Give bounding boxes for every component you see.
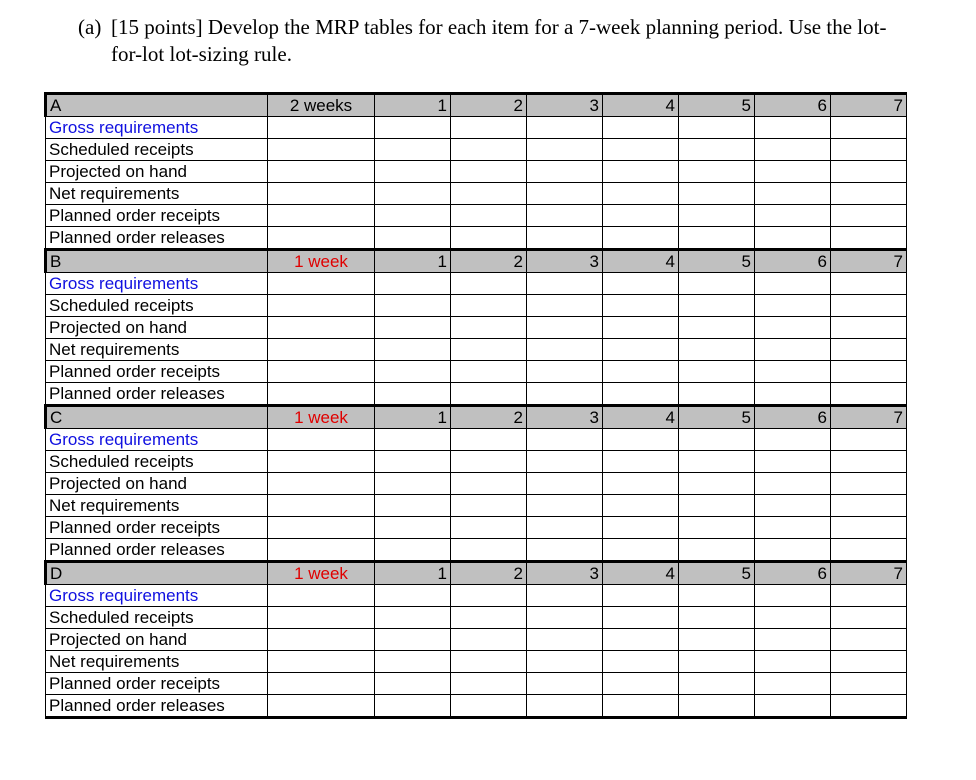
- week-value-cell[interactable]: [375, 161, 451, 183]
- mrp-row: [46, 429, 907, 451]
- week-number: 1: [375, 406, 451, 429]
- lead-time-blank-cell[interactable]: [268, 651, 375, 673]
- week-value-cell[interactable]: [375, 495, 451, 517]
- item-header-row: [46, 406, 907, 429]
- item-header-row: [46, 562, 907, 585]
- row-label: Planned order releases: [46, 695, 268, 718]
- row-label: Planned order receipts: [46, 205, 268, 227]
- week-value-cell[interactable]: [375, 651, 451, 673]
- week-value-cell[interactable]: [527, 495, 603, 517]
- week-number: 6: [755, 250, 831, 273]
- week-value-cell[interactable]: [451, 227, 527, 250]
- mrp-row: [46, 317, 907, 339]
- lead-time-blank-cell[interactable]: [268, 673, 375, 695]
- question-label: (a): [78, 15, 102, 39]
- week-value-cell[interactable]: [375, 629, 451, 651]
- row-label: Planned order receipts: [46, 673, 268, 695]
- week-value-cell[interactable]: [527, 361, 603, 383]
- week-value-cell[interactable]: [451, 383, 527, 406]
- week-value-cell[interactable]: [831, 429, 907, 451]
- lead-time-blank-cell[interactable]: [268, 227, 375, 250]
- lead-time-blank-cell[interactable]: [268, 183, 375, 205]
- row-label: Planned order releases: [46, 227, 268, 250]
- week-value-cell[interactable]: [375, 607, 451, 629]
- week-value-cell[interactable]: [603, 361, 679, 383]
- week-value-cell[interactable]: [451, 339, 527, 361]
- week-value-cell[interactable]: [603, 227, 679, 250]
- week-value-cell[interactable]: [451, 651, 527, 673]
- week-value-cell[interactable]: [527, 695, 603, 718]
- week-value-cell[interactable]: [679, 495, 755, 517]
- mrp-row: [46, 451, 907, 473]
- week-value-cell[interactable]: [527, 651, 603, 673]
- row-label: Planned order releases: [46, 539, 268, 562]
- week-value-cell[interactable]: [527, 339, 603, 361]
- week-value-cell[interactable]: [451, 295, 527, 317]
- mrp-row: [46, 495, 907, 517]
- week-value-cell[interactable]: [375, 295, 451, 317]
- week-value-cell[interactable]: [603, 673, 679, 695]
- week-value-cell[interactable]: [451, 117, 527, 139]
- mrp-row: [46, 227, 907, 250]
- week-value-cell[interactable]: [527, 473, 603, 495]
- week-value-cell[interactable]: [831, 607, 907, 629]
- week-value-cell[interactable]: [603, 585, 679, 607]
- mrp-row: [46, 339, 907, 361]
- week-value-cell[interactable]: [679, 451, 755, 473]
- mrp-row: [46, 629, 907, 651]
- week-value-cell[interactable]: [831, 629, 907, 651]
- lead-time-blank-cell[interactable]: [268, 495, 375, 517]
- week-value-cell[interactable]: [831, 539, 907, 562]
- lead-time-blank-cell[interactable]: [268, 205, 375, 227]
- item-name: D: [46, 562, 268, 585]
- question-text: [78, 14, 938, 68]
- lead-time-blank-cell[interactable]: [268, 317, 375, 339]
- week-number: 7: [831, 562, 907, 585]
- week-number: 5: [679, 562, 755, 585]
- question-line-1-text: [15 points] Develop the MRP tables for each item for a 7-week planning period. Use the lot-: [111, 15, 887, 39]
- week-number: 5: [679, 250, 755, 273]
- lead-time-blank-cell[interactable]: [268, 629, 375, 651]
- row-label: Net requirements: [46, 183, 268, 205]
- row-label: Planned order receipts: [46, 361, 268, 383]
- lead-time-blank-cell[interactable]: [268, 451, 375, 473]
- week-value-cell[interactable]: [603, 383, 679, 406]
- week-number: 3: [527, 250, 603, 273]
- week-value-cell[interactable]: [755, 451, 831, 473]
- row-label: Net requirements: [46, 339, 268, 361]
- week-value-cell[interactable]: [679, 539, 755, 562]
- week-value-cell[interactable]: [831, 361, 907, 383]
- week-value-cell[interactable]: [679, 317, 755, 339]
- week-value-cell[interactable]: [527, 317, 603, 339]
- week-value-cell[interactable]: [375, 183, 451, 205]
- week-value-cell[interactable]: [527, 139, 603, 161]
- week-value-cell[interactable]: [603, 629, 679, 651]
- item-header-row: [46, 94, 907, 117]
- week-value-cell[interactable]: [679, 273, 755, 295]
- week-value-cell[interactable]: [603, 429, 679, 451]
- week-value-cell[interactable]: [831, 205, 907, 227]
- lead-time: 2 weeks: [268, 94, 375, 117]
- week-value-cell[interactable]: [755, 139, 831, 161]
- mrp-row: [46, 183, 907, 205]
- lead-time: 1 week: [268, 406, 375, 429]
- week-value-cell[interactable]: [375, 205, 451, 227]
- week-value-cell[interactable]: [451, 629, 527, 651]
- week-number: 3: [527, 562, 603, 585]
- week-number: 7: [831, 250, 907, 273]
- mrp-row: [46, 585, 907, 607]
- week-value-cell[interactable]: [603, 473, 679, 495]
- week-number: 6: [755, 562, 831, 585]
- week-value-cell[interactable]: [603, 517, 679, 539]
- week-value-cell[interactable]: [603, 495, 679, 517]
- week-value-cell[interactable]: [527, 183, 603, 205]
- week-value-cell[interactable]: [679, 629, 755, 651]
- week-value-cell[interactable]: [527, 205, 603, 227]
- week-value-cell[interactable]: [451, 161, 527, 183]
- week-number: 5: [679, 94, 755, 117]
- week-value-cell[interactable]: [451, 205, 527, 227]
- row-label: Net requirements: [46, 495, 268, 517]
- week-value-cell[interactable]: [603, 339, 679, 361]
- week-value-cell[interactable]: [375, 383, 451, 406]
- week-value-cell[interactable]: [527, 273, 603, 295]
- week-value-cell[interactable]: [527, 295, 603, 317]
- week-value-cell[interactable]: [831, 473, 907, 495]
- mrp-row: [46, 205, 907, 227]
- question-line-1: [78, 14, 938, 41]
- week-number: 4: [603, 406, 679, 429]
- week-value-cell[interactable]: [375, 473, 451, 495]
- week-value-cell[interactable]: [375, 227, 451, 250]
- item-header-row: [46, 250, 907, 273]
- week-value-cell[interactable]: [755, 429, 831, 451]
- week-value-cell[interactable]: [679, 383, 755, 406]
- week-value-cell[interactable]: [679, 695, 755, 718]
- week-value-cell[interactable]: [527, 607, 603, 629]
- week-value-cell[interactable]: [375, 339, 451, 361]
- week-value-cell[interactable]: [831, 317, 907, 339]
- row-label: Planned order releases: [46, 383, 268, 406]
- week-number: 2: [451, 250, 527, 273]
- week-value-cell[interactable]: [831, 183, 907, 205]
- lead-time: 1 week: [268, 562, 375, 585]
- week-value-cell[interactable]: [831, 651, 907, 673]
- week-value-cell[interactable]: [755, 539, 831, 562]
- row-label: Gross requirements: [46, 273, 268, 295]
- week-value-cell[interactable]: [831, 451, 907, 473]
- week-value-cell[interactable]: [451, 451, 527, 473]
- lead-time-blank-cell[interactable]: [268, 339, 375, 361]
- mrp-row: [46, 651, 907, 673]
- week-value-cell[interactable]: [375, 139, 451, 161]
- week-value-cell[interactable]: [603, 607, 679, 629]
- week-value-cell[interactable]: [755, 495, 831, 517]
- lead-time-blank-cell[interactable]: [268, 517, 375, 539]
- row-label: Scheduled receipts: [46, 607, 268, 629]
- mrp-row: [46, 383, 907, 406]
- week-value-cell[interactable]: [755, 473, 831, 495]
- week-value-cell[interactable]: [755, 317, 831, 339]
- week-value-cell[interactable]: [755, 205, 831, 227]
- week-value-cell[interactable]: [831, 495, 907, 517]
- week-number: 1: [375, 562, 451, 585]
- mrp-block-a: [46, 94, 907, 250]
- week-value-cell[interactable]: [679, 607, 755, 629]
- week-value-cell[interactable]: [451, 183, 527, 205]
- week-value-cell[interactable]: [603, 205, 679, 227]
- lead-time: 1 week: [268, 250, 375, 273]
- week-value-cell[interactable]: [451, 695, 527, 718]
- lead-time-blank-cell[interactable]: [268, 161, 375, 183]
- week-value-cell[interactable]: [603, 451, 679, 473]
- week-value-cell[interactable]: [603, 161, 679, 183]
- lead-time-blank-cell[interactable]: [268, 473, 375, 495]
- row-label: Projected on hand: [46, 629, 268, 651]
- week-number: 3: [527, 94, 603, 117]
- week-value-cell[interactable]: [527, 161, 603, 183]
- week-value-cell[interactable]: [679, 429, 755, 451]
- week-value-cell[interactable]: [831, 161, 907, 183]
- week-number: 3: [527, 406, 603, 429]
- week-value-cell[interactable]: [755, 629, 831, 651]
- week-number: 4: [603, 94, 679, 117]
- week-value-cell[interactable]: [755, 273, 831, 295]
- week-value-cell[interactable]: [375, 585, 451, 607]
- mrp-row: [46, 473, 907, 495]
- week-value-cell[interactable]: [603, 295, 679, 317]
- week-value-cell[interactable]: [451, 673, 527, 695]
- week-number: 4: [603, 250, 679, 273]
- lead-time-blank-cell[interactable]: [268, 273, 375, 295]
- row-label: Gross requirements: [46, 117, 268, 139]
- item-name: C: [46, 406, 268, 429]
- lead-time-blank-cell[interactable]: [268, 539, 375, 562]
- mrp-row: [46, 295, 907, 317]
- week-number: 4: [603, 562, 679, 585]
- week-value-cell[interactable]: [755, 117, 831, 139]
- week-value-cell[interactable]: [755, 585, 831, 607]
- week-value-cell[interactable]: [831, 139, 907, 161]
- week-value-cell[interactable]: [451, 317, 527, 339]
- week-value-cell[interactable]: [451, 495, 527, 517]
- week-value-cell[interactable]: [679, 651, 755, 673]
- row-label: Projected on hand: [46, 317, 268, 339]
- mrp-row: [46, 139, 907, 161]
- week-value-cell[interactable]: [831, 585, 907, 607]
- week-value-cell[interactable]: [755, 361, 831, 383]
- week-value-cell[interactable]: [527, 429, 603, 451]
- mrp-row: [46, 117, 907, 139]
- week-value-cell[interactable]: [831, 273, 907, 295]
- week-value-cell[interactable]: [527, 585, 603, 607]
- mrp-block-b: [46, 250, 907, 406]
- mrp-row: [46, 539, 907, 562]
- week-value-cell[interactable]: [831, 695, 907, 718]
- week-value-cell[interactable]: [679, 139, 755, 161]
- mrp-row: [46, 517, 907, 539]
- week-value-cell[interactable]: [527, 383, 603, 406]
- week-value-cell[interactable]: [375, 451, 451, 473]
- week-value-cell[interactable]: [603, 695, 679, 718]
- week-value-cell[interactable]: [603, 651, 679, 673]
- item-name: A: [46, 94, 268, 117]
- week-value-cell[interactable]: [375, 673, 451, 695]
- week-number: 7: [831, 406, 907, 429]
- week-value-cell[interactable]: [679, 673, 755, 695]
- week-value-cell[interactable]: [679, 339, 755, 361]
- week-value-cell[interactable]: [375, 517, 451, 539]
- week-value-cell[interactable]: [831, 295, 907, 317]
- week-value-cell[interactable]: [375, 695, 451, 718]
- week-value-cell[interactable]: [375, 429, 451, 451]
- mrp-table: [44, 92, 907, 719]
- week-value-cell[interactable]: [679, 473, 755, 495]
- week-value-cell[interactable]: [603, 139, 679, 161]
- mrp-row: [46, 273, 907, 295]
- week-value-cell[interactable]: [679, 183, 755, 205]
- week-value-cell[interactable]: [603, 273, 679, 295]
- week-value-cell[interactable]: [755, 673, 831, 695]
- week-value-cell[interactable]: [831, 339, 907, 361]
- lead-time-blank-cell[interactable]: [268, 383, 375, 406]
- mrp-row: [46, 161, 907, 183]
- week-number: 1: [375, 250, 451, 273]
- week-value-cell[interactable]: [755, 651, 831, 673]
- week-value-cell[interactable]: [679, 227, 755, 250]
- week-value-cell[interactable]: [375, 361, 451, 383]
- row-label: Scheduled receipts: [46, 295, 268, 317]
- row-label: Projected on hand: [46, 161, 268, 183]
- week-value-cell[interactable]: [755, 339, 831, 361]
- week-value-cell[interactable]: [451, 473, 527, 495]
- mrp-row: [46, 673, 907, 695]
- question-line-2: for-lot lot-sizing rule.: [111, 42, 292, 66]
- lead-time-blank-cell[interactable]: [268, 695, 375, 718]
- week-value-cell[interactable]: [755, 161, 831, 183]
- week-value-cell[interactable]: [451, 517, 527, 539]
- lead-time-blank-cell[interactable]: [268, 429, 375, 451]
- row-label: Scheduled receipts: [46, 451, 268, 473]
- lead-time-blank-cell[interactable]: [268, 607, 375, 629]
- week-number: 7: [831, 94, 907, 117]
- mrp-block-c: [46, 406, 907, 562]
- week-value-cell[interactable]: [451, 539, 527, 562]
- week-value-cell[interactable]: [603, 183, 679, 205]
- week-value-cell[interactable]: [375, 273, 451, 295]
- mrp-block-d: [46, 562, 907, 718]
- week-value-cell[interactable]: [527, 539, 603, 562]
- week-value-cell[interactable]: [831, 673, 907, 695]
- week-value-cell[interactable]: [755, 227, 831, 250]
- week-number: 5: [679, 406, 755, 429]
- week-value-cell[interactable]: [527, 629, 603, 651]
- row-label: Gross requirements: [46, 585, 268, 607]
- week-value-cell[interactable]: [755, 517, 831, 539]
- week-value-cell[interactable]: [603, 317, 679, 339]
- week-value-cell[interactable]: [527, 673, 603, 695]
- week-value-cell[interactable]: [755, 607, 831, 629]
- week-value-cell[interactable]: [679, 517, 755, 539]
- week-value-cell[interactable]: [679, 361, 755, 383]
- lead-time-blank-cell[interactable]: [268, 117, 375, 139]
- week-value-cell[interactable]: [527, 451, 603, 473]
- week-value-cell[interactable]: [451, 429, 527, 451]
- lead-time-blank-cell[interactable]: [268, 361, 375, 383]
- week-value-cell[interactable]: [831, 517, 907, 539]
- week-value-cell[interactable]: [679, 117, 755, 139]
- week-number: 6: [755, 406, 831, 429]
- week-value-cell[interactable]: [755, 183, 831, 205]
- item-name: B: [46, 250, 268, 273]
- week-value-cell[interactable]: [375, 317, 451, 339]
- row-label: Scheduled receipts: [46, 139, 268, 161]
- row-label: Planned order receipts: [46, 517, 268, 539]
- week-value-cell[interactable]: [679, 295, 755, 317]
- row-label: Net requirements: [46, 651, 268, 673]
- mrp-row: [46, 695, 907, 718]
- week-number: 2: [451, 562, 527, 585]
- week-value-cell[interactable]: [755, 383, 831, 406]
- week-value-cell[interactable]: [527, 227, 603, 250]
- week-value-cell[interactable]: [451, 361, 527, 383]
- week-value-cell[interactable]: [527, 517, 603, 539]
- week-value-cell[interactable]: [527, 117, 603, 139]
- week-value-cell[interactable]: [375, 539, 451, 562]
- week-value-cell[interactable]: [679, 205, 755, 227]
- lead-time-blank-cell[interactable]: [268, 295, 375, 317]
- week-value-cell[interactable]: [451, 607, 527, 629]
- week-value-cell[interactable]: [831, 117, 907, 139]
- week-value-cell[interactable]: [451, 273, 527, 295]
- week-value-cell[interactable]: [831, 227, 907, 250]
- week-value-cell[interactable]: [603, 539, 679, 562]
- lead-time-blank-cell[interactable]: [268, 585, 375, 607]
- week-value-cell[interactable]: [451, 139, 527, 161]
- mrp-row: [46, 361, 907, 383]
- week-value-cell[interactable]: [755, 695, 831, 718]
- week-number: 2: [451, 406, 527, 429]
- week-value-cell[interactable]: [603, 117, 679, 139]
- week-value-cell[interactable]: [451, 585, 527, 607]
- week-value-cell[interactable]: [679, 585, 755, 607]
- row-label: Gross requirements: [46, 429, 268, 451]
- week-value-cell[interactable]: [679, 161, 755, 183]
- row-label: Projected on hand: [46, 473, 268, 495]
- week-number: 6: [755, 94, 831, 117]
- week-value-cell[interactable]: [831, 383, 907, 406]
- mrp-row: [46, 607, 907, 629]
- week-number: 1: [375, 94, 451, 117]
- lead-time-blank-cell[interactable]: [268, 139, 375, 161]
- week-value-cell[interactable]: [375, 117, 451, 139]
- week-number: 2: [451, 94, 527, 117]
- week-value-cell[interactable]: [755, 295, 831, 317]
